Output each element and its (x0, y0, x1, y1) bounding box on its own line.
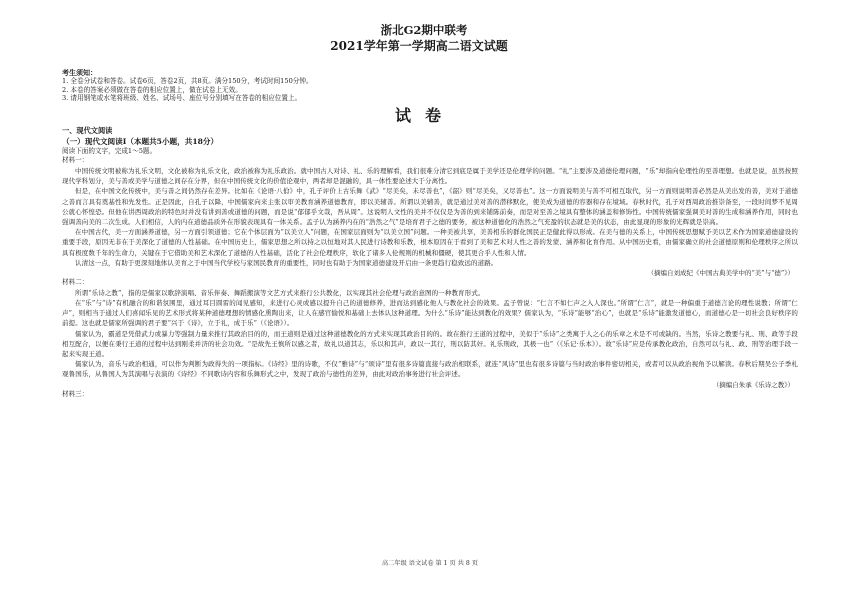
paragraph: 中国传统文明被称为礼乐文明，文化被称为礼乐文化，政治被称为礼乐政治。就中国古人对诗、礼、乐的理解看，我们很难分清它到底是属于美学还是伦理学的问题。“礼”主要涉及道德伦理问题，“乐”却指向伦理性的至善理想。也就是说，虽然按照现代学科划分，美与善或美学与道德之间存在分界，但在中国传统文化的价值论观中，两者却是混融的，具一体性要论述大于分离性。 (62, 166, 798, 186)
paragraph: 儒家认为，霸道是凭借武力或暴力等强制力量来推行其政治目的的，而王道则是通过这种道德教化的方式来实现其政治目的的。故在推行王道的过程中，美似于“乐诗”之类寓于人之心的乐章之术是不可或缺的。当然，乐诗之教要与礼、刑、政等手段相互配合，以便在秉行王道的过程中达到刚柔并济的社会功效。“是故先王慎所以感之者，故礼以道其志，乐以和其声，政以一其行，刑以防其奸。礼乐刑政，其极一也”（《乐记·乐本》）。故“乐诗”应是传承教化政治，自然可以与礼、政、刑等治理手段一起来实现王道。 (62, 329, 798, 359)
source-citation: （摘编自朱承《乐诗之教》） (712, 380, 794, 389)
paragraph: 但是，在中国文化传统中，美与善之间仍然存在差异。比如在《论语·八佾》中，孔子评价上古乐舞《武》“尽美矣，未尽善也”，《韶》则“尽美矣，又尽善也”。这一方面说明美与善不可相互取代，另一方面则说明善必然是从美出发的善，美对于道德之善而言具有奠基性和先发性。正是因此，自孔子以降，中国儒家向来主张以审美教育涵养道德教育，即以美辅善。所谓以美辅善，就是通过美对善的潜移默化，使美成为道德的容器和存在境域。春秋时代，孔子对西周政治推崇备至，一段时间梦不见周公就心怀惶恐。但他在讲西周政治的特色时并没有讲到善或道德的问题，而是说“郁郁乎文哉，吾从周”。这说明人文性的美并不仅仅是为善的到来铺陈前奏，而是对至善之境具有整体的涵盖和修饰性。中国传统儒家强调美对善的生成和涵养作用，同时也强调善向美的二次生成。人们相信，人的内在道德品质外在形貌表现具有一体关系。孟子认为涵养内在的“浩然之气”是培育君子之德的要务，被这种道德化的浩然之气充盈的状态就是美的状态，由此显现的形象的光辉就是崇高。 (62, 187, 798, 226)
exam-page (62, 22, 798, 399)
exam-subtitle: 2021学年第一学期高二语文试题 (330, 39, 508, 53)
notice-item: 1. 全卷分试卷和答卷。试卷6页，答卷2页，共8页。满分150分，考试时间150分钟。 (62, 77, 313, 85)
paper-label: 试卷 (394, 105, 455, 125)
paragraph: 所谓“乐诗之教”，指的是儒家以歌辞演唱、音乐伴奏、舞蹈搬演等文艺方式来推行公共教化，以实现其社会伦理与政治意图的一种教育形式。 (75, 288, 485, 297)
paragraph: 认清这一点，有助于更深刻地体认美育之于中国当代学校与家国民教育的重要性，同时也有助于为国家道德建设开启由一条更趋行稳致远的道路。 (75, 258, 498, 267)
source-citation: （摘编自刘成纪《中国古典美学中的“美”与“德”》） (647, 269, 794, 277)
notice-item: 3. 请用钢笔或水笔将班级、姓名、试场号、座位号分别填写在答卷的相应位置上。 (62, 94, 302, 103)
material-label: 材料一： (62, 156, 89, 165)
exam-title: 浙北G2期中联考 (380, 23, 468, 37)
paragraph: 在中国古代，美一方面涵养道德，另一方面引领道德；它在个体层面为“以美立人”问题，在国家层面则为“以美立国”问题。一种美被共享，美善相乐的群化国民正是健此得以形成。在美与德的关系上，中国传统思想赋予美以艺术作为国家道德建设的重要手段，原因无非在于美深化了道德的人性基础。在中国历史上，儒家思想之所以持之以恒地对其人民进行诗教和乐教，根本原因在于看到了美和艺术对人性之善的发蒙、涵养和化育作用。从中国历史看，由儒家确立的社会道德原则和伦理秩序之所以具有极度数千年的生命力，关键在于它借助美和艺术深化了道德的人性基础，活化了社会伦理秩序，软化了诸多人伦规则的机械和僵硬，使其更合乎人性和人情。 (62, 228, 798, 257)
section-heading: 一、现代文阅读 (62, 125, 113, 135)
notice-item: 2. 本卷的答案必须做在答卷的相应位置上，做在试卷上无效。 (62, 85, 242, 94)
notice-heading: 考生须知： (62, 68, 97, 77)
paragraph: 儒家认为，音乐与政治相通，可以作为判断为政得失的一项指标。《诗经》里的诗歌，不仅“雅诗”与“颂诗”里有很多诗篇直接与政治相联系，就连“风诗”里也有很多诗篇与当时政治事件密切相关，或者可以从政治视角予以解读。春秋后期吴公子季札观鲁国乐，从鲁国人为其演唱与表演的《诗经》不同歌诗内容和乐舞形式之中，发现了政治与德性的差异，由此对政治事务进行社会评述。 (62, 360, 798, 379)
subsection-heading: （一）现代文阅读Ⅰ（本题共5小题，共18分） (62, 136, 219, 146)
page-footer: 高二年级 语文试卷 第 1 页 共 8 页 (382, 560, 478, 567)
material-label: 材料三： (62, 389, 89, 398)
instruction-text: 阅读下面的文字，完成1～5题。 (62, 146, 157, 155)
paragraph: 在“乐”与“诗”有机融合的和谐氛围里，通过耳目圆雷的闻见感知，来进行心灵或感以提升自己的道德修养，进而达到感化他人与教化社会的效果。孟子曾说：“仁言不如仁声之入人深也。”所谓“仁言”，就是一种偏重于道德言论的理性说教；所谓“仁声”，则相当于通过人们喜闻乐见的艺术形式将某种道德理想的情感化熏陶出来，让人在感官愉悦和基础上去体认这种道理。为什么“乐诗”能达到教化的效果？儒家认为，“乐诗”能够“治心”，也就是“乐诗”能激发道德心，而道德心是一切社会良好秩序的前提。这也就是儒家所强调的君子要“兴于《诗》，立于礼，成于乐”（《论语》）。 (62, 299, 798, 328)
material-label: 材料二： (62, 278, 89, 287)
